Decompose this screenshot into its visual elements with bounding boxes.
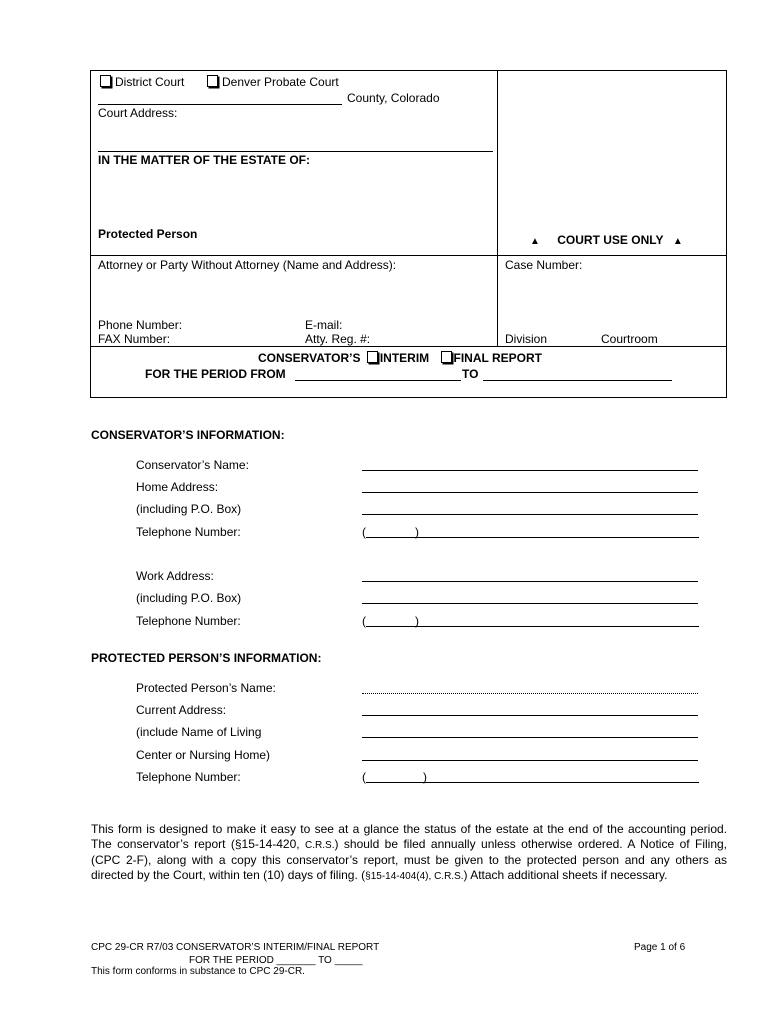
period-to-label: TO [462, 367, 479, 381]
up-arrow-icon: ▲ [530, 236, 540, 247]
denver-probate-court-label: Denver Probate Court [222, 75, 339, 89]
include-name-label: (include Name of Living [136, 725, 262, 739]
court-address-label: Court Address: [98, 106, 178, 120]
conservator-info-heading: CONSERVATOR’S INFORMATION: [91, 428, 285, 442]
attorney-label: Attorney or Party Without Attorney (Name and Address): [98, 258, 397, 272]
denver-probate-court-option[interactable] [207, 75, 339, 89]
court-use-only [530, 233, 683, 247]
footer-period-line: FOR THE PERIOD _______ TO _____ [189, 955, 363, 966]
checkbox-icon[interactable] [100, 75, 111, 87]
protected-phone-open: ( [362, 770, 366, 784]
court-address-input-line[interactable] [98, 151, 493, 152]
work-phone-open: ( [362, 614, 366, 628]
protected-phone-input-line[interactable] [366, 782, 699, 783]
fax-number-label: FAX Number: [98, 332, 171, 346]
work-address-input-line-1[interactable] [362, 581, 698, 582]
caption-divider-2 [90, 346, 727, 347]
home-address-input-line-2[interactable] [362, 514, 698, 515]
work-telephone-label: Telephone Number: [136, 614, 241, 628]
county-input-line[interactable] [98, 104, 342, 105]
protected-info-heading: PROTECTED PERSON’S INFORMATION: [91, 651, 322, 665]
district-court-label: District Court [115, 75, 185, 89]
instructions-paragraph [91, 822, 727, 884]
instructions-crs-1: C.R.S. [305, 840, 335, 851]
instructions-cite-2: §15-14-404(4), C.R.S. [365, 871, 464, 882]
report-title [258, 351, 542, 365]
email-label: E-mail: [305, 318, 343, 332]
conservator-name-input-line[interactable] [362, 470, 698, 471]
case-number-label: Case Number: [505, 258, 583, 272]
conservator-telephone-label: Telephone Number: [136, 525, 241, 539]
work-address-label: Work Address: [136, 569, 214, 583]
interim-checkbox[interactable] [367, 351, 378, 363]
conservator-phone-input-line[interactable] [366, 537, 699, 538]
protected-phone-close: ) [423, 770, 427, 784]
protected-name-input-line[interactable] [362, 693, 698, 694]
instructions-text-1: This form is designed to make it easy to see at a glance the status of the estate at the end of the accounting period. The conservator’s report (§15-14-420, [91, 822, 727, 851]
court-use-only-label: COURT USE ONLY [557, 233, 664, 247]
center-nursing-home-label: Center or Nursing Home) [136, 748, 271, 762]
current-address-input-line-3[interactable] [362, 760, 698, 761]
conservator-phone-close: ) [415, 525, 419, 539]
caption-divider-1 [90, 255, 727, 256]
final-checkbox[interactable] [441, 351, 452, 363]
phone-number-label: Phone Number: [98, 318, 183, 332]
current-address-label: Current Address: [136, 703, 227, 717]
current-address-input-line-2[interactable] [362, 737, 698, 738]
courtroom-label: Courtroom [601, 332, 658, 346]
estate-heading: IN THE MATTER OF THE ESTATE OF: [98, 153, 310, 167]
period-to-input-line[interactable] [483, 380, 672, 381]
current-address-input-line-1[interactable] [362, 715, 698, 716]
conservator-name-label: Conservator’s Name: [136, 458, 249, 472]
protected-name-label: Protected Person’s Name: [136, 681, 276, 695]
period-from-label: FOR THE PERIOD FROM [145, 367, 286, 381]
caption-divider-vertical [497, 70, 498, 346]
atty-reg-label: Atty. Reg. #: [305, 332, 371, 346]
work-po-box-label: (including P.O. Box) [136, 591, 242, 605]
home-po-box-label: (including P.O. Box) [136, 502, 242, 516]
protected-telephone-label: Telephone Number: [136, 770, 241, 784]
checkbox-icon[interactable] [207, 75, 218, 87]
district-court-option[interactable] [100, 75, 184, 89]
footer-conforms: This form conforms in substance to CPC 29-CR. [91, 966, 305, 977]
home-address-label: Home Address: [136, 480, 219, 494]
instructions-text-2: ) should be filed annually unless otherwise ordered. A Notice of Filing, (CPC 2-F), along with a copy this conservator’s report, must be given to the protected person and any others as directed by the Court, within ten (10) days of filing. ( [91, 837, 728, 882]
home-address-input-line-1[interactable] [362, 492, 698, 493]
work-address-input-line-2[interactable] [362, 603, 698, 604]
period-from-input-line[interactable] [295, 380, 461, 381]
up-arrow-icon: ▲ [672, 236, 683, 247]
final-report-label: FINAL REPORT [453, 351, 542, 365]
protected-person-label: Protected Person [98, 227, 198, 241]
work-phone-close: ) [415, 614, 419, 628]
instructions-text-3: ) Attach additional sheets if necessary. [463, 868, 668, 882]
division-label: Division [505, 332, 548, 346]
title-prefix: CONSERVATOR’S [258, 351, 361, 365]
conservator-phone-open: ( [362, 525, 366, 539]
county-label: County, Colorado [347, 91, 440, 105]
interim-label: INTERIM [379, 351, 430, 365]
footer-page-number: Page 1 of 6 [634, 942, 686, 953]
footer-form-id: CPC 29-CR R7/03 CONSERVATOR’S INTERIM/FINAL REPORT [91, 942, 380, 953]
work-phone-input-line[interactable] [366, 626, 699, 627]
